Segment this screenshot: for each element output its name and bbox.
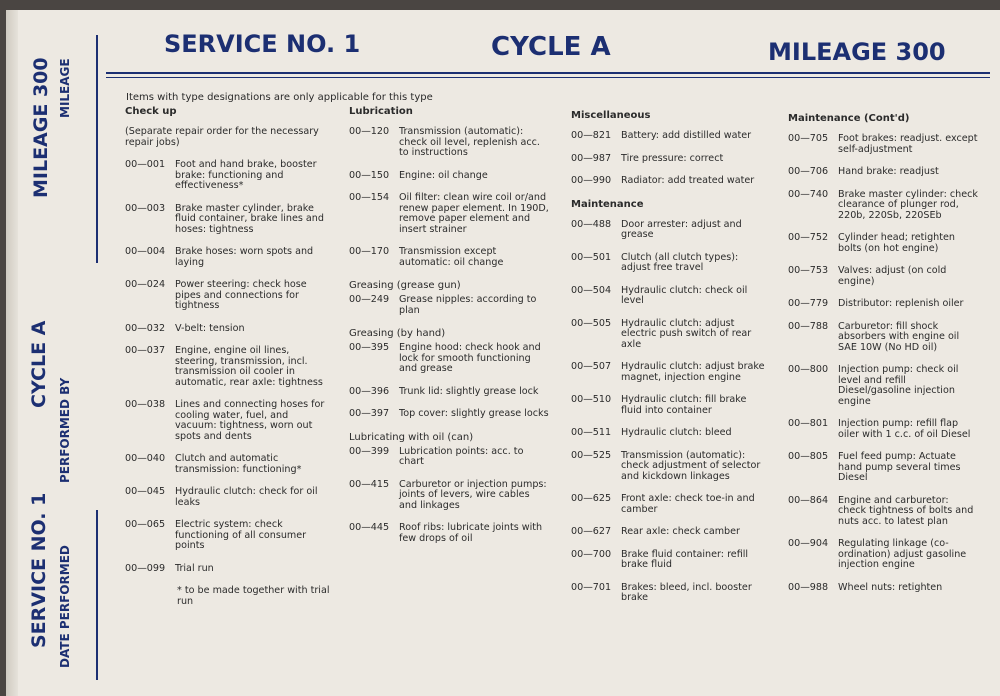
checkup-list [125,160,330,574]
item-code: 00—752 [788,232,829,243]
list-item [125,487,330,508]
item-description: Lines and connecting hoses for cooling water, fuel, and vacuum: tightness, worn out spots and dents [175,399,325,442]
item-description: Brake master cylinder, brake fluid container, brake lines and hoses: tightness [175,202,324,235]
item-code: 00—627 [571,526,612,537]
list-item [125,520,330,552]
item-description: Injection pump: refill flap oiler with 1 c.c. of oil Diesel [838,418,971,440]
item-description: Clutch (all clutch types): adjust free travel [621,251,739,273]
list-item [125,564,330,575]
list-item [349,193,549,235]
item-code: 00—801 [788,418,829,429]
list-item [571,583,766,604]
item-description: Carburetor: fill shock absorbers with engine oil SAE 10W (No HD oil) [838,320,960,353]
item-code: 00—740 [788,188,829,200]
list-item [788,167,978,178]
item-description: Brakes: bleed, incl. booster brake [621,581,752,603]
item-code: 00—396 [349,385,390,397]
item-description: Hydraulic clutch: bleed [621,427,732,438]
item-code: 00—504 [571,284,612,296]
oil-can-list [349,447,549,545]
greasing-hand-list [349,343,549,420]
misc-list [571,131,766,187]
item-code: 00—705 [788,133,829,144]
item-code: 00—038 [125,399,166,410]
item-code: 00—501 [571,251,612,263]
list-item [571,253,766,274]
list-item [571,494,766,515]
checkup-footnote: * to be made together with trial run [177,585,330,607]
item-description: Power steering: check hose pipes and connections for tightness [175,279,307,311]
column-checkup [125,106,330,619]
type-note: Items with type designations are only applicable for this type [126,92,433,103]
list-item [571,362,766,383]
item-description: Fuel feed pump: Actuate hand pump several times Diesel [838,451,961,483]
subsection-oil-can: Lubricating with oil (can) [349,431,474,443]
list-item [349,447,549,468]
item-description: Hydraulic clutch: adjust electric push switch of rear axle [621,317,752,350]
item-code: 00—821 [571,130,612,141]
list-item [571,176,766,187]
item-code: 00—788 [788,320,829,332]
list-item [349,343,549,375]
item-description: Carburetor or injection pumps: joints of levers, wire cables and linkages [399,478,547,511]
item-code: 00—099 [125,562,166,574]
column-misc [571,110,766,616]
item-description: Lubrication points: acc. to chart [399,445,524,467]
item-code: 00—003 [125,202,166,214]
list-item [571,550,766,571]
list-item [571,154,766,165]
item-description: Roof ribs: lubricate joints with few drops of oil [399,522,543,544]
column-lubrication [349,106,549,556]
item-description: Transmission (automatic): check adjustment of selector and kickdown linkages [621,449,761,482]
item-code: 00—505 [571,317,612,329]
list-item [349,523,549,544]
list-item [349,127,549,159]
list-item [571,220,766,241]
item-description: Wheel nuts: retighten [838,581,943,593]
item-code: 00—779 [788,298,829,309]
item-description: Cylinder head; retighten bolts (on hot engine) [838,232,955,254]
list-item [349,171,549,182]
list-item [788,539,978,571]
list-item [571,286,766,307]
item-description: Transmission except automatic: oil change [399,246,504,268]
list-item [788,583,978,594]
item-description: Engine and carburetor: check tightness of bolts and nuts acc. to latest plan [838,494,974,527]
item-code: 00—904 [788,538,829,549]
section-title-lubrication: Lubrication [349,106,413,117]
item-description: Hydraulic clutch: adjust brake magnet, injection engine [621,361,765,383]
item-code: 00—170 [349,246,390,257]
item-description: Trunk lid: slightly grease lock [399,385,539,397]
list-item [788,190,978,222]
item-description: Grease nipples: according to plan [399,294,537,316]
item-description: Engine: oil change [399,169,488,181]
item-description: Tire pressure: correct [621,152,724,164]
item-code: 00—701 [571,581,612,593]
list-item [571,451,766,483]
item-description: Radiator: add treated water [621,175,755,186]
list-item [788,419,978,440]
item-description: Electric system: check functioning of all consumer points [175,519,307,551]
item-description: Clutch and automatic transmission: functioning* [175,453,302,475]
item-code: 00—988 [788,581,829,593]
section-title-maintenance: Maintenance [571,198,644,210]
maintenance-contd-list [788,134,978,593]
item-description: Engine hood: check hook and lock for smooth functioning and grease [399,342,541,374]
list-item [788,365,978,407]
lubrication-list [349,127,549,268]
item-description: Front axle: check toe-in and camber [621,493,755,515]
item-code: 00—700 [571,548,612,560]
list-item [571,527,766,538]
list-item [788,322,978,354]
item-code: 00—037 [125,345,166,356]
item-code: 00—525 [571,449,612,461]
item-code: 00—001 [125,159,166,170]
maintenance-list [571,220,766,604]
checkup-intro: (Separate repair order for the necessary repair jobs) [125,126,319,148]
sidebar-rule-bottom [96,510,98,680]
item-code: 00—065 [125,519,166,530]
list-item [349,387,549,398]
item-description: Hydraulic clutch: check for oil leaks [175,486,318,508]
item-code: 00—395 [349,342,390,353]
list-item [349,247,549,268]
greasing-gun-list [349,295,549,316]
item-description: Brake hoses: worn spots and laying [175,246,314,268]
item-code: 00—040 [125,453,166,464]
header-cycle: CYCLE A [491,32,611,62]
item-description: Rear axle: check camber [621,526,740,537]
sidebar-mileage-num: MILEAGE 300 [30,57,52,198]
section-title-misc: Miscellaneous [571,110,651,121]
item-code: 00—045 [125,486,166,497]
list-item [571,428,766,439]
item-description: Foot and hand brake, booster brake: functioning and effectiveness* [175,159,317,191]
list-item [349,295,549,316]
item-description: Trial run [175,562,214,574]
list-item [125,247,330,268]
list-item [788,266,978,287]
item-description: Brake master cylinder: check clearance of plunger rod, 220b, 220Sb, 220SEb [838,188,978,221]
item-code: 00—024 [125,279,166,290]
header-rule-top [106,72,990,74]
list-item [125,454,330,475]
item-description: Hydraulic clutch: check oil level [621,284,748,306]
list-item [788,496,978,528]
sidebar-cycle: CYCLE A [28,320,50,408]
list-item [125,346,330,388]
list-item [788,134,978,155]
item-description: V-belt: tension [175,322,245,334]
column-maintenance-contd [788,113,978,605]
item-code: 00—800 [788,364,829,375]
item-code: 00—488 [571,218,612,230]
sidebar-service: SERVICE NO. 1 [28,492,50,648]
item-code: 00—150 [349,169,390,181]
list-item [571,319,766,351]
item-code: 00—445 [349,522,390,533]
page-spine [6,10,18,696]
item-code: 00—399 [349,445,390,457]
list-item [788,299,978,310]
item-description: Distributor: replenish oiler [838,298,964,309]
item-code: 00—990 [571,175,612,186]
item-description: Hydraulic clutch: fill brake fluid into container [621,394,747,416]
item-code: 00—805 [788,451,829,462]
item-code: 00—753 [788,265,829,276]
item-code: 00—987 [571,152,612,164]
item-description: Engine, engine oil lines, steering, transmission, incl. transmission oil cooler in automatic, rear axle: tightness [175,345,323,388]
item-description: Regulating linkage (co-ordination) adjust gasoline injection engine [838,538,967,570]
list-item [788,452,978,484]
header-service: SERVICE NO. 1 [164,30,361,58]
item-code: 00—511 [571,427,612,438]
item-code: 00—625 [571,493,612,504]
item-code: 00—510 [571,394,612,405]
list-item [125,280,330,312]
list-item [571,131,766,142]
subsection-greasing-gun: Greasing (grease gun) [349,280,461,291]
item-code: 00—507 [571,361,612,372]
list-item [349,409,549,420]
item-description: Brake fluid container: refill brake fluid [621,548,749,570]
list-item [349,480,549,512]
item-code: 00—032 [125,322,166,334]
item-description: Valves: adjust (on cold engine) [838,265,947,287]
item-description: Injection pump: check oil level and refill Diesel/gasoline injection engine [838,364,959,407]
item-description: Oil filter: clean wire coil or/and renew paper element. In 190D, remove paper element and insert strainer [399,192,549,235]
list-item [125,324,330,335]
header-mileage: MILEAGE 300 [768,38,946,66]
item-description: Battery: add distilled water [621,130,752,141]
list-item [125,160,330,192]
list-item [788,233,978,254]
item-code: 00—864 [788,494,829,506]
subsection-greasing-hand: Greasing (by hand) [349,328,446,339]
item-code: 00—154 [349,192,390,203]
list-item [125,204,330,236]
item-description: Transmission (automatic): check oil level, replenish acc. to instructions [399,126,540,158]
item-code: 00—120 [349,126,390,137]
item-description: Hand brake: readjust [838,166,939,177]
item-code: 00—004 [125,246,166,257]
service-page [6,10,1000,696]
item-code: 00—706 [788,166,829,177]
item-code: 00—249 [349,294,390,305]
section-title-maintenance-contd: Maintenance (Cont'd) [788,113,910,124]
sidebar-rule-top [96,35,98,263]
sidebar-mileage-word: MILEAGE [58,58,72,118]
item-code: 00—397 [349,408,390,419]
item-description: Top cover: slightly grease locks [399,408,549,419]
header-rule-bottom [106,77,990,78]
list-item [125,400,330,442]
item-code: 00—415 [349,478,390,490]
item-description: Foot brakes: readjust. except self-adjustment [838,133,978,155]
list-item [571,395,766,416]
sidebar-performed-by: PERFORMED BY [58,377,72,483]
item-description: Door arrester: adjust and grease [621,218,742,240]
sidebar-date-performed: DATE PERFORMED [58,545,72,668]
section-title-checkup: Check up [125,106,177,117]
